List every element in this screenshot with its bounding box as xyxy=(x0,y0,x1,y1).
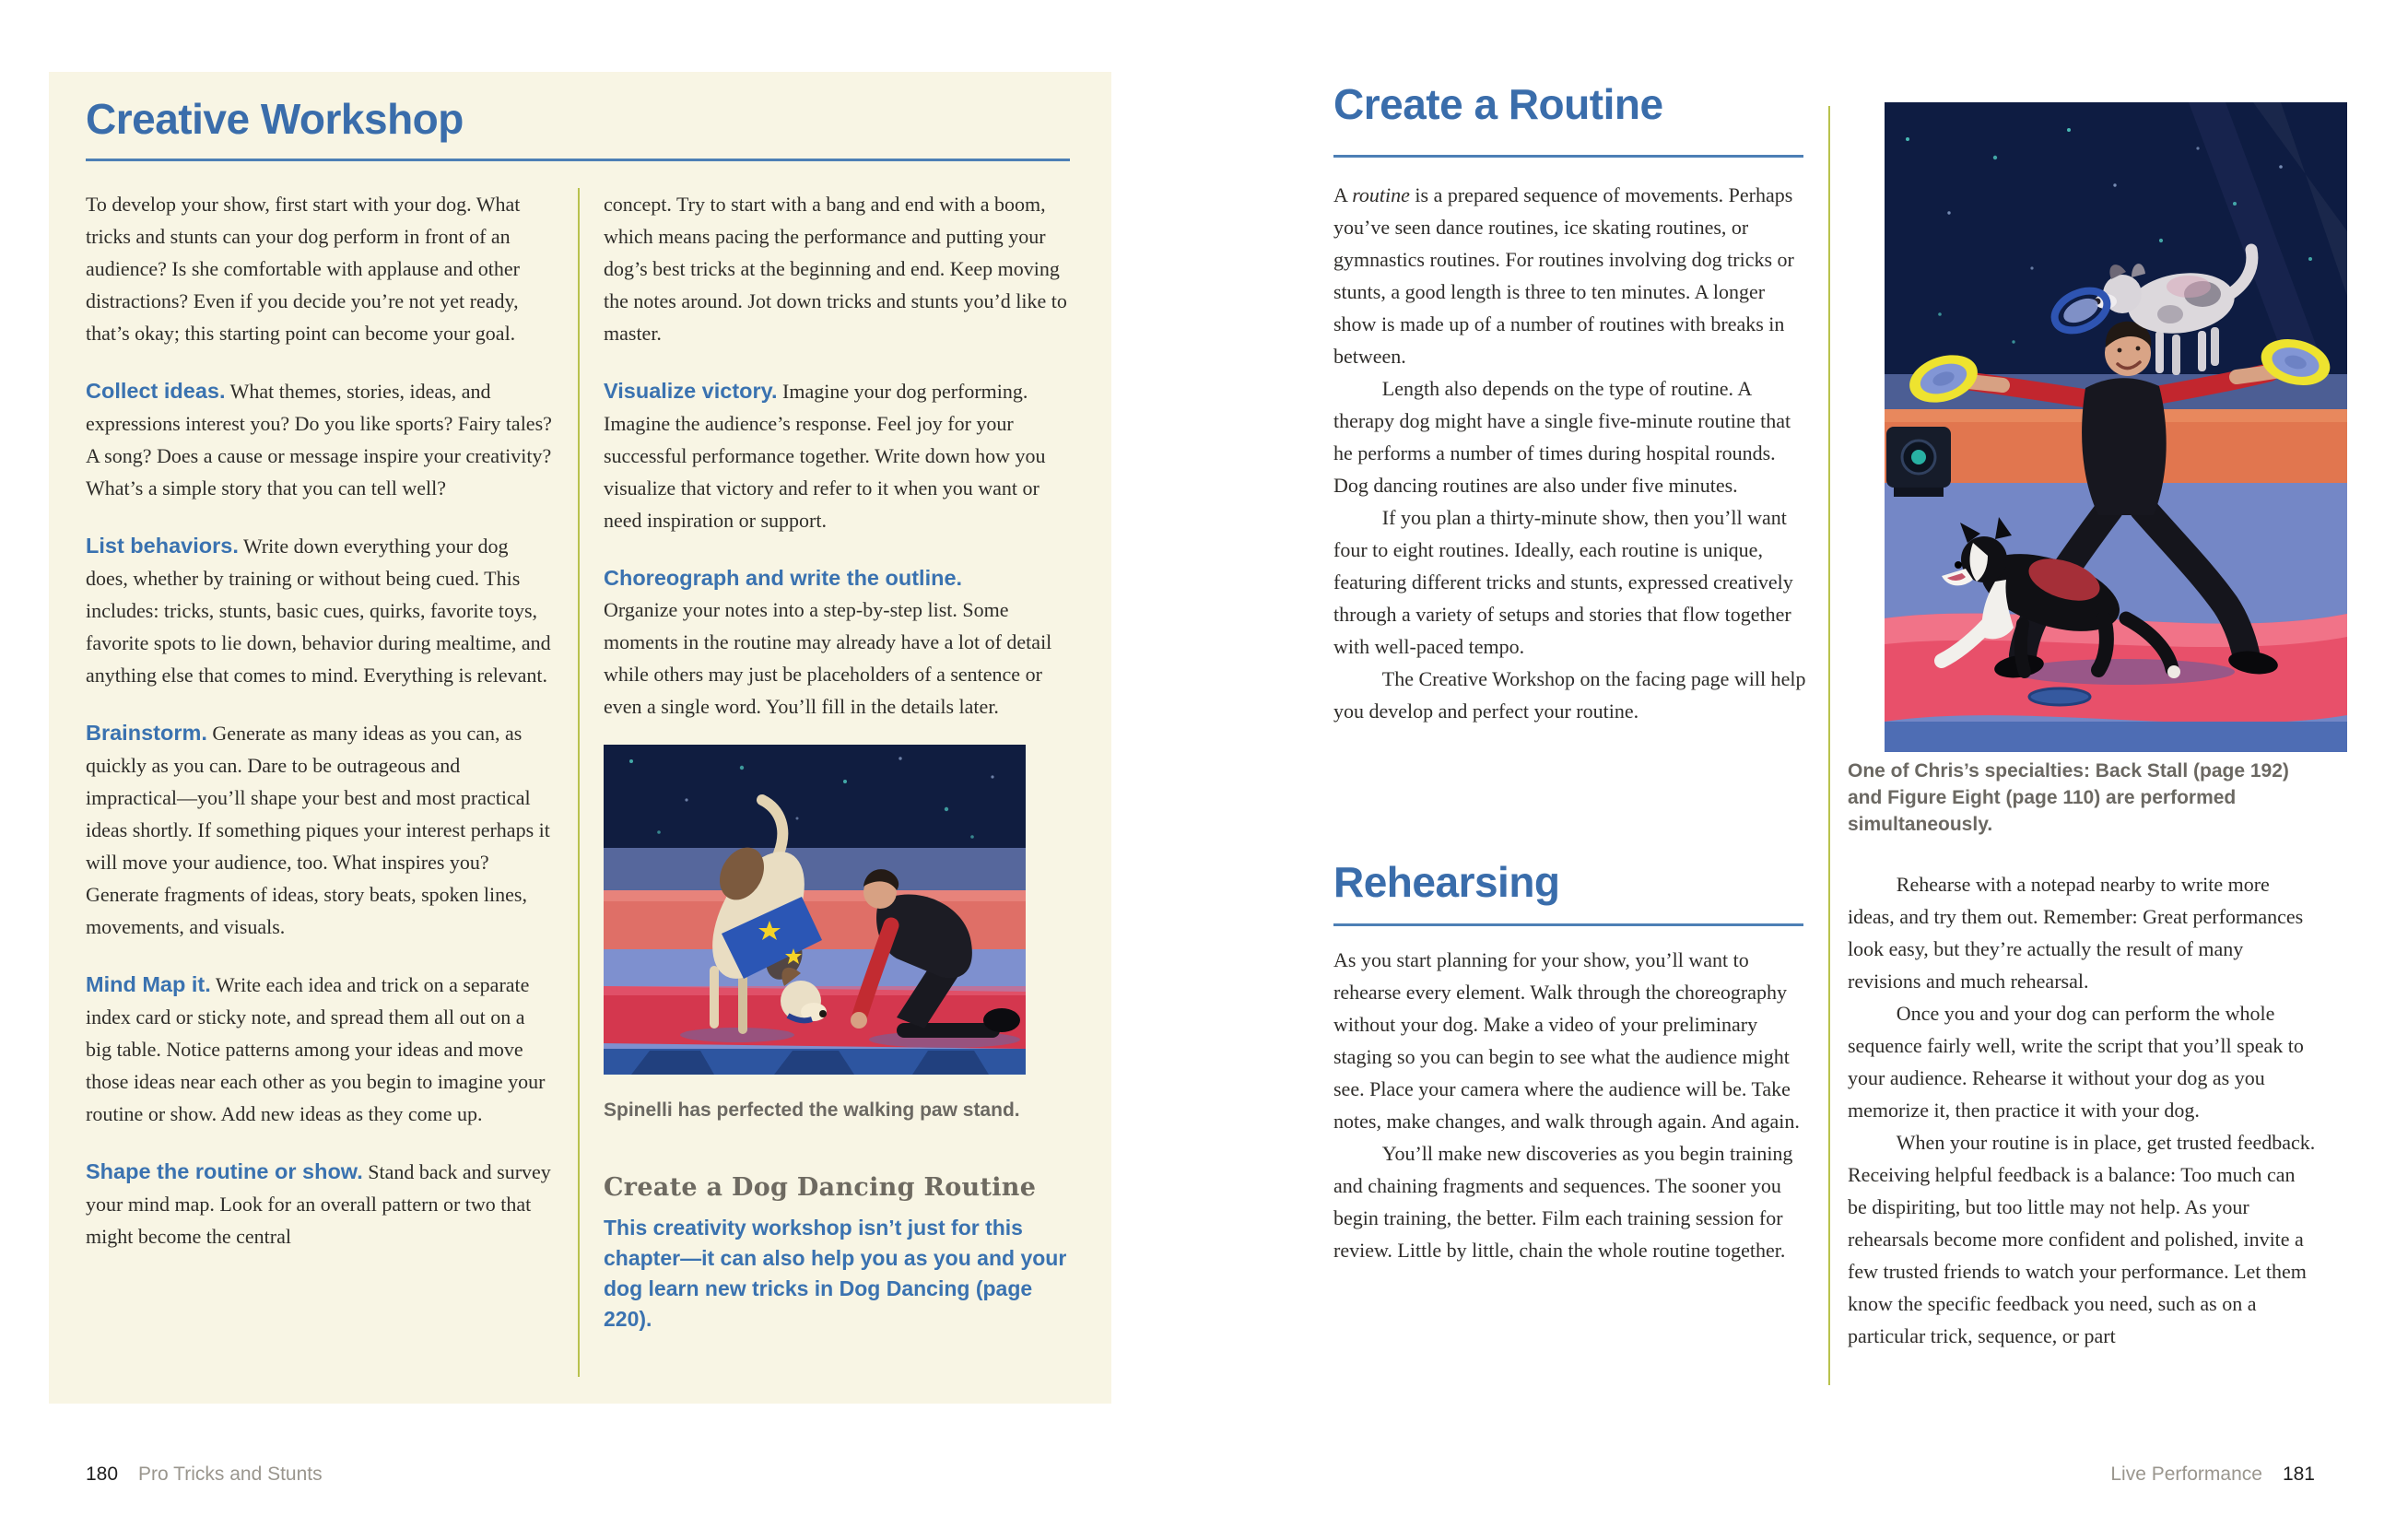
section-lead: Brainstorm. xyxy=(86,721,207,745)
paragraph xyxy=(604,375,1070,536)
right-page-column-1 xyxy=(1333,179,1807,727)
paragraph: As you start planning for your show, you’ll want to rehearse every element. Walk through the choreography without your dog. Make a video of your preliminary staging so you can begin to see what the audience might see. Place your camera where the audience will be. Take notes, make changes, and walk through again. And again. xyxy=(1333,948,1800,1133)
paragraph xyxy=(604,562,1070,723)
column-divider xyxy=(1828,106,1830,1385)
paragraph: If you plan a thirty-minute show, then you’ll want four to eight routines. Ideally, each routine is unique, featuring different tricks and stunts, expressed creatively through a variety of setups and stories that flow together with well-paced tempo. xyxy=(1333,506,1793,658)
section-lead: Shape the routine or show. xyxy=(86,1159,363,1183)
section-label: Live Performance xyxy=(2110,1464,2262,1485)
photo-walking-paw-stand xyxy=(604,745,1070,1123)
section-lead: List behaviors. xyxy=(86,534,239,558)
paragraph: Once you and your dog can perform the whole sequence fairly well, write the script that you’ll speak to your audience. Rehearse it without your dog as you memorize it, then practice it with your dog. xyxy=(1848,1002,2304,1122)
paragraph xyxy=(604,188,1070,349)
paragraph: You’ll make new discoveries as you begin training and chaining fragments and sequences. The sooner you begin training, the better. Film each training session for review. Little by little, chain the whole routine together. xyxy=(1333,1142,1793,1262)
intro-post: is a prepared sequence of movements. Perhaps you’ve seen dance routines, ice skating routines, or gymnastics routines. For routines involving dog tricks or stunts, a good length is three to ten minutes. A longer show is made up of a number of routines with breaks in between. xyxy=(1333,183,1794,368)
rehearsing-column xyxy=(1333,944,1807,1266)
promo-heading: Create a Dog Dancing Routine xyxy=(604,1173,1037,1202)
paragraph: When your routine is in place, get trusted feedback. Receiving helpful feedback is a balance: Too much can be dispiriting, but too little may not help. As your rehearsals become more confident and polished, invite a few trusted friends to watch your performance. Let them know the specific feedback you need, such as on a particular trick, sequence, or part xyxy=(1848,1131,2316,1347)
left-page-column-2 xyxy=(604,188,1070,1334)
section-text: Organize your notes into a step-by-step list. Some moments in the routine may already have a lot of detail while others may just be placeholders of a sentence or even a single word. You’ll fill in the details later. xyxy=(604,598,1052,718)
rehearsing-title: Rehearsing xyxy=(1333,858,1560,906)
stage-photo-illustration xyxy=(604,745,1026,1075)
page-number: 180 xyxy=(86,1464,119,1485)
section-lead: Collect ideas. xyxy=(86,379,226,403)
photo-caption: Spinelli has perfected the walking paw stand. xyxy=(604,1099,1020,1121)
left-page-title: Creative Workshop xyxy=(86,95,464,143)
title-rule xyxy=(1333,923,1803,926)
paragraph: The Creative Workshop on the facing page will help you develop and perfect your routine. xyxy=(1333,667,1806,723)
page-number: 181 xyxy=(2282,1464,2315,1485)
paragraph: Rehearse with a notepad nearby to write more ideas, and try them out. Remember: Great performances look easy, but they’re actually the result of many revisions and much rehearsal. xyxy=(1848,873,2304,993)
paragraph xyxy=(86,188,553,349)
frisbee-on-floor xyxy=(2029,688,2090,705)
section-text: Write each idea and trick on a separate index card or sticky note, and spread them all out on a big table. Notice patterns among your ideas and move those ideas near each other as you begin to imagine your routine or show. Add new ideas as they come up. xyxy=(86,973,546,1125)
paragraph xyxy=(86,375,553,504)
paragraph xyxy=(86,969,553,1130)
left-page-column-1 xyxy=(86,188,553,1252)
right-page-column-2 xyxy=(1848,868,2317,1352)
stage-photo-illustration xyxy=(1885,102,2347,752)
section-lead: Choreograph and write the outline. xyxy=(604,566,963,590)
paragraph xyxy=(86,1156,553,1252)
section-text: What themes, stories, ideas, and expressions interest you? Do you like sports? Fairy tales? A song? Does a cause or message inspire your creativity? What’s a simple story that you can tell well? xyxy=(86,380,552,500)
promo-text: This creativity workshop isn’t just for this chapter—it can also help you as you and your dog learn new tricks in Dog Dancing (page 220). xyxy=(604,1216,1067,1331)
photo-caption: One of Chris’s specialties: Back Stall (page 192) and Figure Eight (page 110) are performed simultaneously. xyxy=(1848,760,2289,835)
section-text: Imagine your dog performing. Imagine the audience’s response. Feel joy for your successful performance together. Write down how you visualize that victory and refer to it when you want or need inspiration or support. xyxy=(604,380,1046,532)
right-page-footer xyxy=(2110,1464,2315,1486)
stage-light xyxy=(1886,427,1951,497)
section-lead: Visualize victory. xyxy=(604,379,778,403)
photo-back-stall-figure-eight xyxy=(1885,102,2347,752)
column-divider xyxy=(578,188,580,1377)
paragraph xyxy=(1333,179,1807,372)
intro-pre: A xyxy=(1333,183,1353,206)
intro-italic-word: routine xyxy=(1352,183,1410,206)
paragraph: Length also depends on the type of routine. A therapy dog might have a single five-minute routine that he performs a number of times during hospital rounds. Dog dancing routines are also under five minutes. xyxy=(1333,377,1791,497)
paragraph xyxy=(86,530,553,691)
section-text: Generate as many ideas as you can, as quickly as you can. Dare to be outrageous and impractical—you’ll shape your best and most practical ideas shortly. If something piques your interest perhaps it will move your audience, too. What inspires you? Generate fragments of ideas, story beats, spoken lines, movements, and visuals. xyxy=(86,722,550,938)
paragraph xyxy=(86,717,553,943)
section-text: Stand back and survey your mind map. Look for an overall pattern or two that might become the central xyxy=(86,1160,551,1248)
creative-workshop-panel xyxy=(49,72,1111,1404)
title-rule xyxy=(86,159,1070,161)
title-rule xyxy=(1333,155,1803,158)
section-text: Write down everything your dog does, whether by training or without being cued. This includes: tricks, stunts, basic cues, quirks, favorite toys, favorite spots to lie down, behavior during mealtime, and anything else that comes to mind. Everything is relevant. xyxy=(86,535,551,687)
section-lead: Mind Map it. xyxy=(86,972,211,996)
intro-text: To develop your show, first start with your dog. What tricks and stunts can your dog perform in front of an audience? Is she comfortable with applause and other distractions? Even if you decide you’re not yet ready, that’s okay; this starting point can become your goal. xyxy=(86,193,521,345)
left-page-footer xyxy=(86,1464,323,1486)
continuation-text: concept. Try to start with a bang and end with a boom, which means pacing the performance and putting your dog’s best tricks at the beginning and end. Keep moving the notes around. Jot down tricks and stunts you’d like to master. xyxy=(604,193,1067,345)
section-label: Pro Tricks and Stunts xyxy=(138,1464,323,1485)
right-page-title: Create a Routine xyxy=(1333,80,1663,128)
